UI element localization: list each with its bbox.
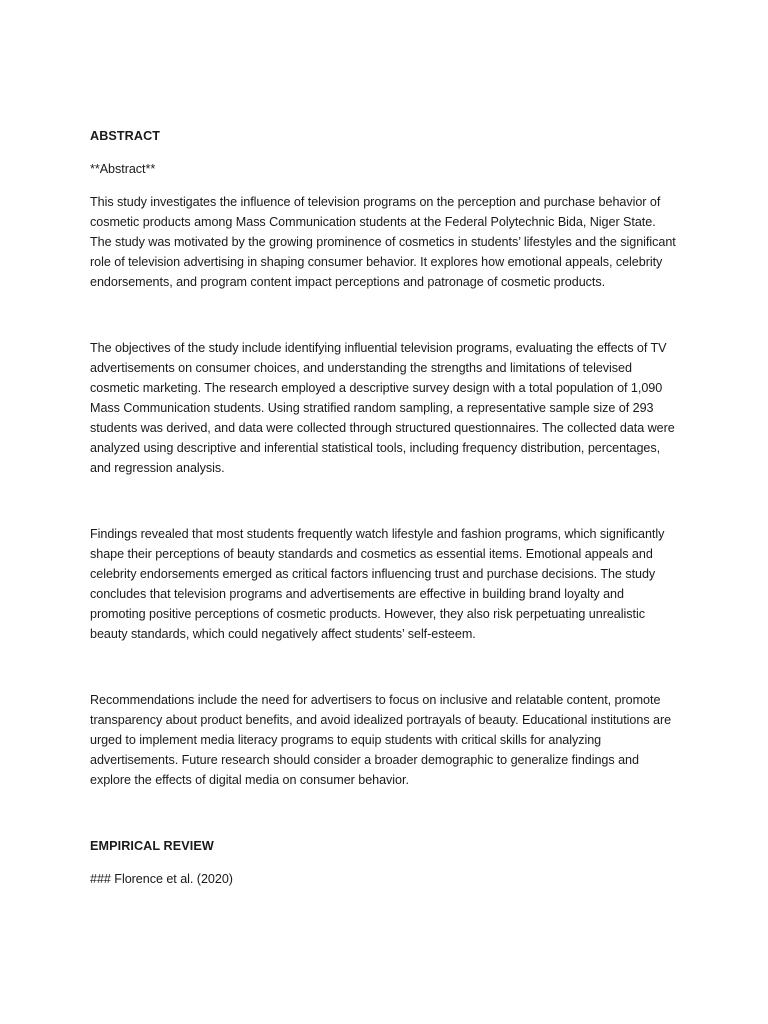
empirical-review-subheading: ### Florence et al. (2020) xyxy=(90,872,233,886)
empirical-review-heading: EMPIRICAL REVIEW xyxy=(90,839,214,853)
abstract-heading: ABSTRACT xyxy=(90,129,161,143)
abstract-paragraph-2: The objectives of the study include identifying influential television programs, evaluating the effects of TV advertisements on consumer choices, and understanding the strengths and limitations of televised cosmetic marketing. The research employed a descriptive survey design with a total population of 1,090 Mass Communication students. Using stratified random sampling, a representative sample size of 293 students was derived, and data were collected through structured questionnaires. The collected data were analyzed using descriptive and inferential statistical tools, including frequency distribution, percentages, and regression analysis. xyxy=(90,341,675,475)
abstract-paragraph-3: Findings revealed that most students frequently watch lifestyle and fashion programs, which significantly shape their perceptions of beauty standards and cosmetics as essential items. Emotional appeals and celebrity endorsements emerged as critical factors influencing trust and purchase decisions. The study concludes that television programs and advertisements are effective in building brand loyalty and promoting positive perceptions of cosmetic products. However, they also risk perpetuating unrealistic beauty standards, which could negatively affect students’ self-esteem. xyxy=(90,527,665,641)
abstract-paragraph-1: This study investigates the influence of television programs on the perception and purchase behavior of cosmetic products among Mass Communication students at the Federal Polytechnic Bida, Niger State. The study was motivated by the growing prominence of cosmetics in students’ lifestyles and the significant role of television advertising in shaping consumer behavior. It explores how emotional appeals, celebrity endorsements, and program content impact perceptions and patronage of cosmetic products. xyxy=(90,195,676,289)
abstract-subheading: **Abstract** xyxy=(90,162,156,176)
document-body xyxy=(90,126,678,889)
abstract-paragraph-4: Recommendations include the need for advertisers to focus on inclusive and relatable content, promote transparency about product benefits, and avoid idealized portrayals of beauty. Educational institutions are urged to implement media literacy programs to equip students with critical skills for analyzing advertisements. Future research should consider a broader demographic to generalize findings and explore the effects of digital media on consumer behavior. xyxy=(90,693,672,787)
